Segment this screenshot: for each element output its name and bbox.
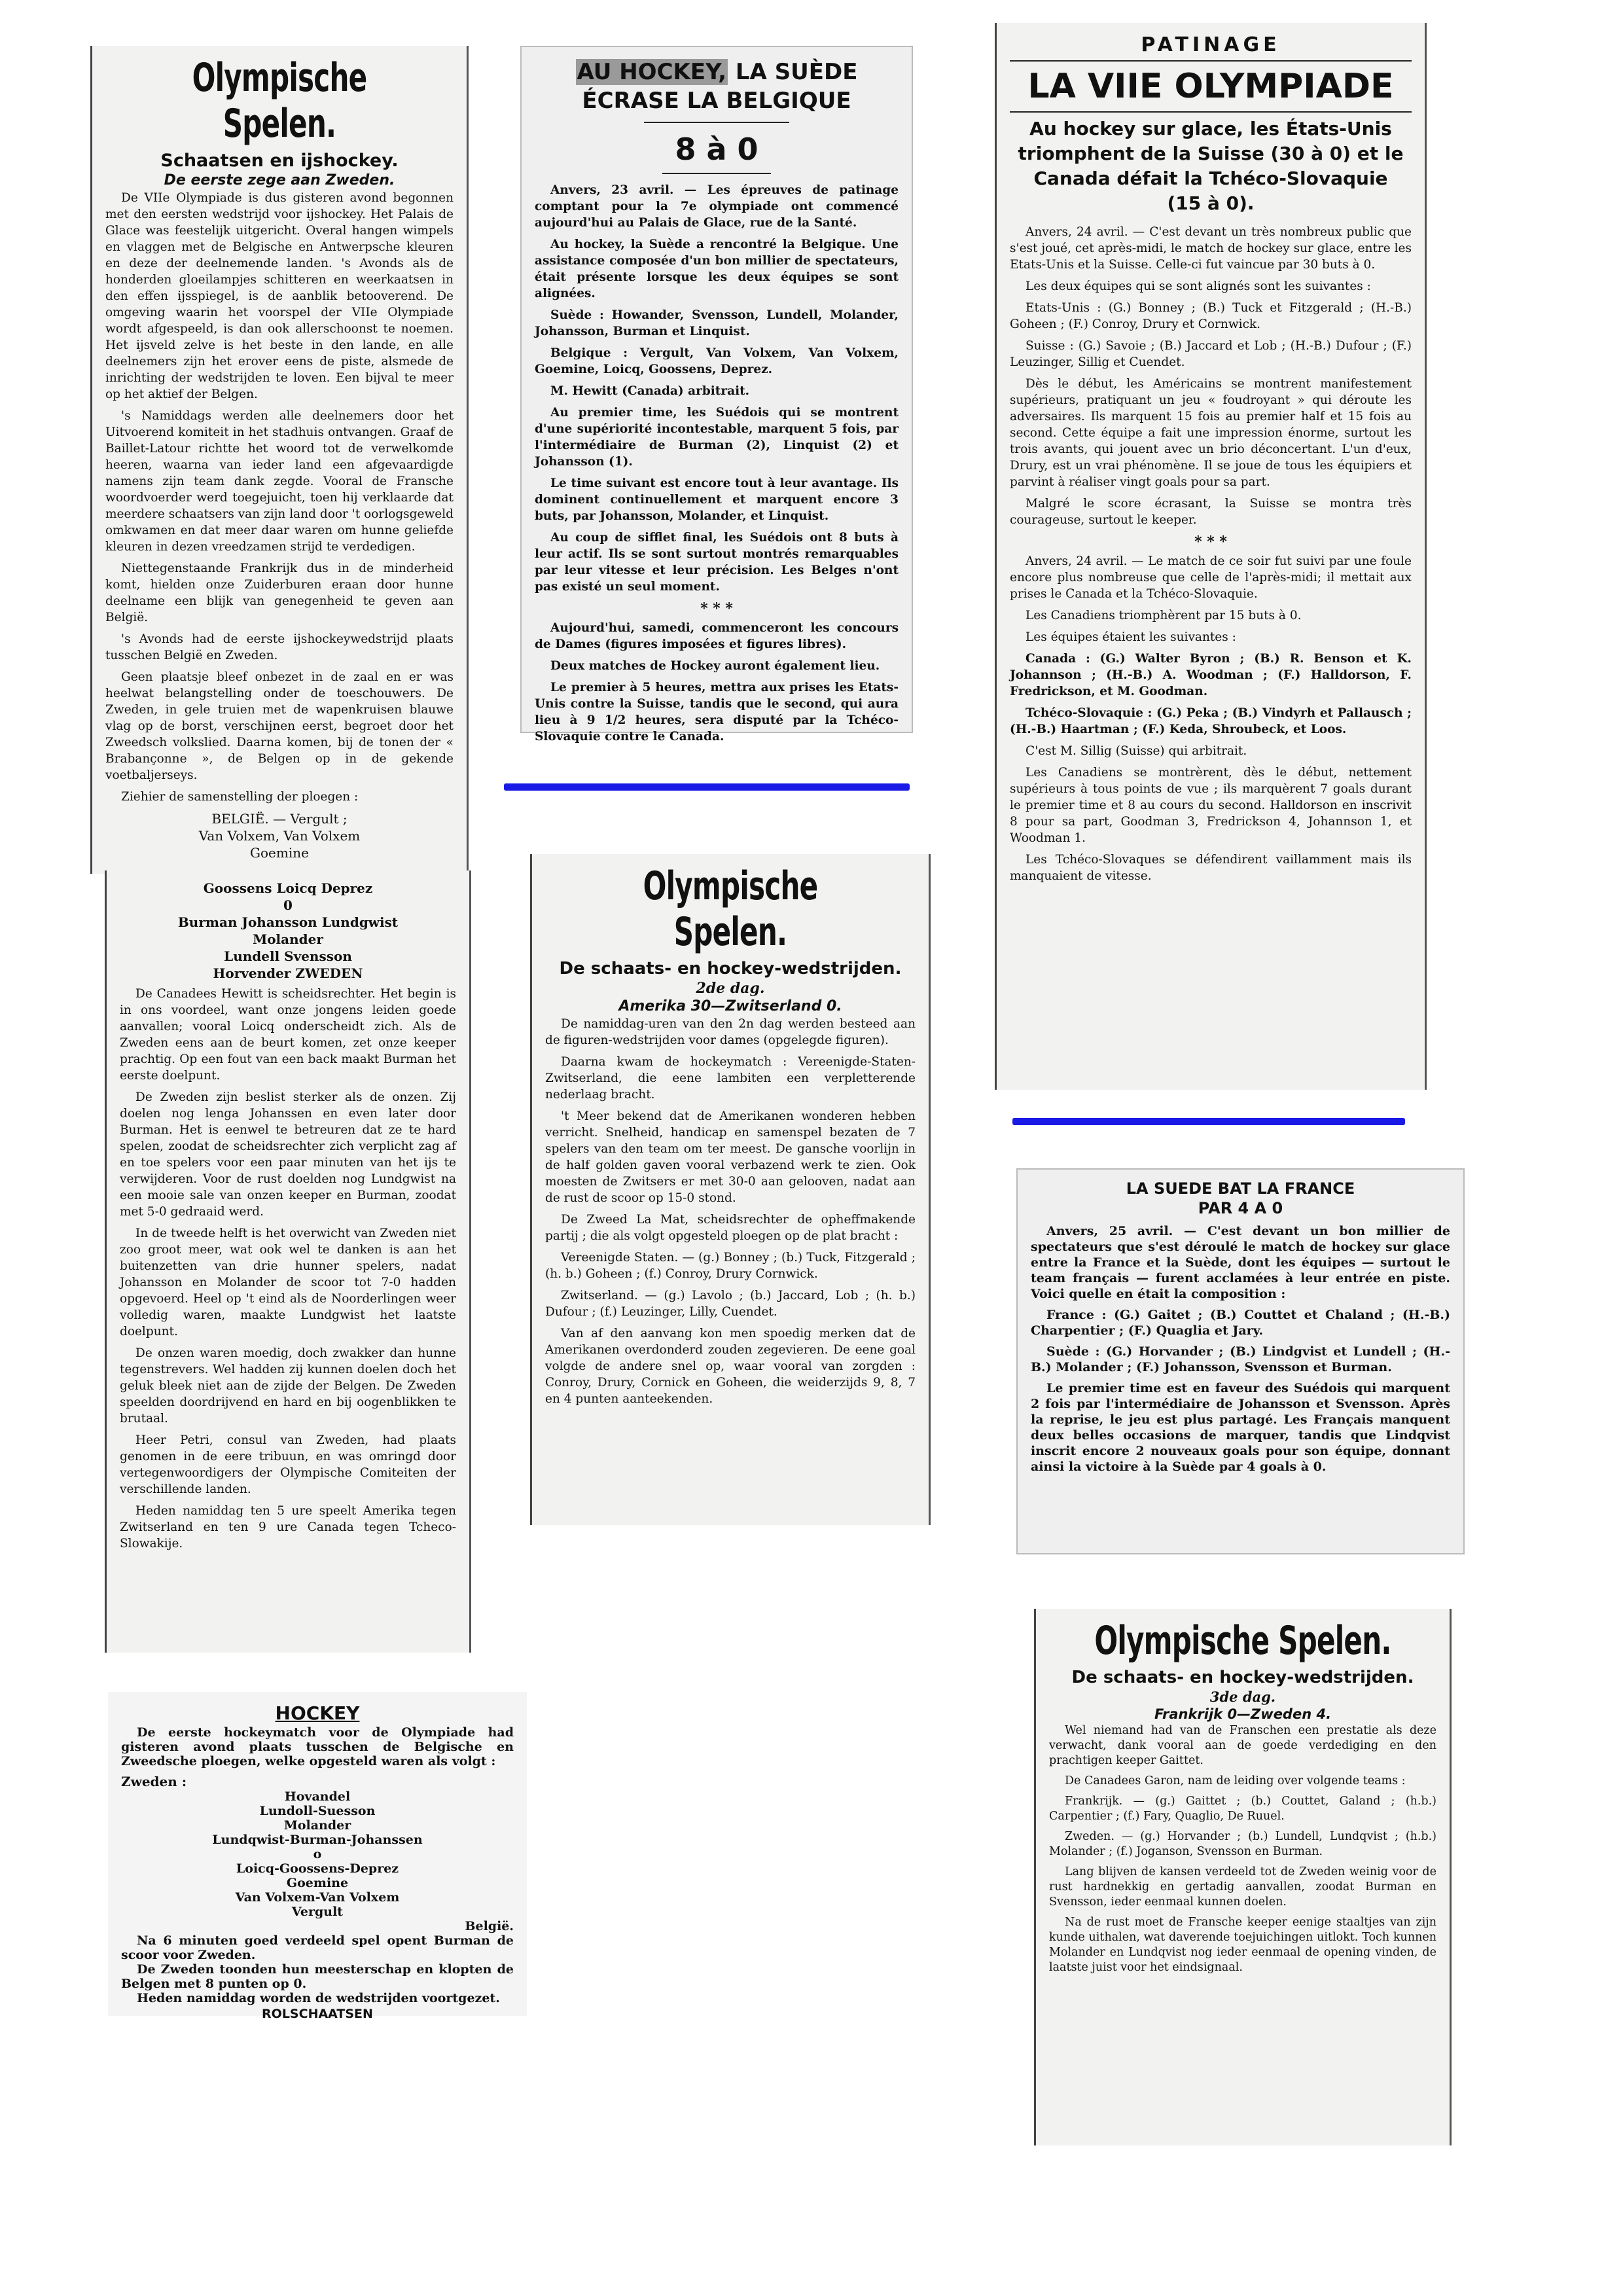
section-stars: * * * xyxy=(1194,533,1227,550)
article-score: Amerika 30—Zwitserland 0. xyxy=(618,998,842,1014)
article-subtitle-2: De eerste zege aan Zweden. xyxy=(164,172,395,188)
article-paragraph: De namiddag-uren van den 2n dag werden besteed aan de figuren-wedstrijden voor dames (opgelegde figuren). xyxy=(545,1017,916,1047)
lineup-line: 0 xyxy=(283,897,293,913)
article-intro: De eerste hockeymatch voor de Olympiade had gisteren avond plaats tusschen de Belgische en Zweedsche ploegen, welke opgesteld waren als volgt : xyxy=(121,1725,514,1768)
divider xyxy=(662,173,772,174)
article-paragraph: Frankrijk. — (g.) Gaittet ; (b.) Couttet, Galand ; (h.b.) Carpentier ; (f.) Fary, Quaglio, De Ruuel. xyxy=(1049,1795,1436,1823)
article-subtitle: Schaatsen en ijshockey. xyxy=(160,151,399,171)
article-paragraph: Dès le début, les Américains se montrent manifestement supérieurs, pratiquant un jeu « foudroyant » qui déroute les adversaires. Ils marquent 15 fois au premier half et 15 fois au second. Cette équipe a fait une impression énorme, surtout les trois avants, qui jouent avec un brio déconcertant. L'un d'eux, Drury, est un vrai phénomène. Il se joue de tous les équipiers et parvint à réaliser vingt goals pour sa part. xyxy=(1010,377,1412,489)
article-paragraph: Tchéco-Slovaquie : (G.) Peka ; (B.) Vindyrh et Pallausch ; (H.-B.) Haartman ; (F.) Keda, Shroubeck, et Loos. xyxy=(1010,706,1412,736)
lineup-line: Molander xyxy=(283,1818,351,1833)
lineup-line: Lundell Svensson xyxy=(224,948,352,964)
article-paragraph: Le premier à 5 heures, mettra aux prises les Etats-Unis contre la Suisse, tandis que le second, qui aura lieu à 9 1/2 heures, sera disputé par la Tchéco-Slovaquie contre le Canada. xyxy=(535,681,899,744)
article-kicker: PATINAGE xyxy=(1141,33,1281,56)
article-paragraph: De Zweed La Mat, scheidsrechter de opheffmakende partij ; die als volgt opgesteld ploegen op de plat bracht : xyxy=(545,1213,916,1243)
article-paragraph: C'est M. Sillig (Suisse) qui arbitrait. xyxy=(1026,744,1247,758)
article-paragraph: Suède : (G.) Horvander ; (B.) Lindgvist et Lundell ; (H.-B.) Molander ; (F.) Johansson, Svensson et Burman. xyxy=(1031,1344,1450,1374)
article-paragraph: Na de rust moet de Fransche keeper eenige staaltjes van zijn kunde uithalen, wat daverende toejuichingen uitlokt. Toch kunnen Molander en Lundqvist nog ieder eenmaal de opening vinden, de laatste juist voor het eindsignaal. xyxy=(1049,1916,1436,1974)
article-title: LA VIIE OLYMPIADE xyxy=(1027,67,1394,106)
headline-text: LA SUÈDE ÉCRASE LA BELGIQUE xyxy=(582,59,858,114)
article-la-viie-olympiade xyxy=(995,23,1427,1090)
article-paragraph: 's Namiddags werden alle deelnemers door het Uitvoerend komiteit in het stadhuis ontvangen. Graaf de Baillet-Latour richtte het woord tot de verwelkomde heeren, waarna van ieder land een afgevaardigde namens zijn team dank zegde. Vooral de Fransche woordvoerder werd toegejuicht, toen hij verklaarde dat meerdere schaatsers van zijn land door 't oorlogsgeweld omkwamen en dat meer daar waren om hunne geliefde kleuren in dezen vreedzamen strijd te verdedigen. xyxy=(105,409,454,554)
lineup-line: Loicq-Goossens-Deprez xyxy=(236,1861,399,1876)
article-hockey-short xyxy=(108,1692,527,2021)
article-paragraph: De Canadees Hewitt is scheidsrechter. Het begin is in ons voordeel, want onze jongens leiden goede aanvallen; vooral Loicq onderscheidt zich. Als de Zweden eens aan de beurt komen, zet onze keeper prachtig. Op een fout van een back maakt Burman het eerste doelpunt. xyxy=(120,987,456,1083)
article-paragraph: Au premier time, les Suédois qui se montrent d'une supériorité incontestable, marquent 5 fois, par l'intermédiaire de Burman (2), Linquist (2) et Johansson (1). xyxy=(535,406,899,469)
article-paragraph: De Zweden zijn beslist sterker als de onzen. Zij doelen nog lenga Johanssen en even later door Burman. Het is eenwel te betreuren dat ze te hard spelen, zoodat de scheidsrechter zich verplicht zag af en toe spelers voor een paar minuten van het ijs te verwijderen. Voor de rust doelden nog Lundgwist na een mooie sale van onzen keeper en Burman, zoodat met 5-0 gedraaid werd. xyxy=(120,1090,456,1219)
article-paragraph: Heer Petri, consul van Zweden, had plaats genomen in de eere tribuun, en was omringd door vertegenwoordigers der Olympische Comiteiten der verschillende landen. xyxy=(120,1433,456,1496)
article-suede-ecrase-belgique xyxy=(520,46,913,744)
lineup-line: Burman Johansson Lundgwist xyxy=(177,914,399,930)
article-headline xyxy=(535,58,899,115)
article-paragraph: In de tweede helft is het overwicht van Zweden niet zoo groot meer, wat ook wel te danken is aan het buitenzetten van drie hunner spelers, nadat Johansson en Molander de scoor tot 7-0 hadden opgevoerd. Heel op 't eind als de Noorderlingen weer volledig waren, maakte Lundgwist het laatste doelpunt. xyxy=(120,1227,456,1338)
article-paragraph: Vereenigde Staten. — (g.) Bonney ; (b.) Tuck, Fitzgerald ; (h. b.) Goheen ; (f.) Conroy, Drury Cornwick. xyxy=(545,1251,916,1281)
lineup-line: Vergult xyxy=(291,1905,344,1919)
article-paragraph: M. Hewitt (Canada) arbitrait. xyxy=(550,384,750,398)
article-paragraph: De VIIe Olympiade is dus gisteren avond begonnen met den eersten wedstrijd voor ijshockey. Het Palais de Glace was feestelijk uitgericht. Overal hangen wimpels en vlaggen met de Belgische en Antwerpsche kleuren en deze der deelnemende landen. 's Avonds als de honderden gloeilampjes schitteren en weerkaatsen in den effen ijsspiegel, is de aanblik betooverend. De omgeving waarin het voorspel der VIIe Olympiade wordt afgespeeld, is dan ook allerschoonst te noemen. Het ijsveld zelve is het beste in den lande, en alle deelnemers zijn het erover eens de piste, alsmede de inrichting der wedstrijden te loven. Een bijval te meer op het aktief der Belgen. xyxy=(105,191,454,401)
section-stars: * * * xyxy=(700,600,733,617)
article-suede-bat-france xyxy=(1016,1168,1465,1554)
lineup-line: Molander xyxy=(253,931,323,947)
article-title: Olympische Spelen. xyxy=(192,55,367,147)
article-paragraph: Les deux équipes qui se sont alignés sont les suivantes : xyxy=(1026,279,1371,293)
article-paragraph: Niettegenstaande Frankrijk dus in de minderheid komt, hielden onze Zuiderburen eraan door hunne deelname een blijk van genegenheid te geven aan België. xyxy=(105,562,454,624)
article-paragraph: Malgré le score écrasant, la Suisse se montra très courageuse, surtout le keeper. xyxy=(1010,497,1412,527)
article-paragraph: Daarna kwam de hockeymatch : Vereenigde-Staten-Zwitserland, die eene lambiten een verpletterende nederlaag bracht. xyxy=(545,1055,916,1102)
article-paragraph: Les Canadiens se montrèrent, dès le début, nettement supérieurs à tous points de vue ; ils marquèrent 7 goals durant le premier time et 8 au cours du second. Halldorson en inscrivit 8 pour sa part, Goodman 3, Fredrickson 4, Johannson 1, et Woodman 1. xyxy=(1010,766,1412,845)
article-paragraph: Aujourd'hui, samedi, commenceront les concours de Dames (figures imposées et figures libres). xyxy=(535,621,899,651)
lineup-line: Lundqwist-Burman-Johanssen xyxy=(212,1833,423,1847)
article-title: Olympische Spelen. xyxy=(643,863,818,955)
article-subtitle: De schaats- en hockey-wedstrijden. xyxy=(1071,1668,1414,1687)
article-paragraph: Canada : (G.) Walter Byron ; (B.) R. Benson et K. Johannson ; (H.-B.) A. Woodman ; (F.) Halldorson, F. Fredrickson, et M. Goodman. xyxy=(1010,652,1412,698)
article-paragraph: Zweden. — (g.) Horvander ; (b.) Lundell, Lundqvist ; (h.b.) Molander ; (f.) Joganson, Svensson en Burman. xyxy=(1049,1830,1436,1858)
blue-separator xyxy=(1012,1118,1405,1125)
article-headline: LA SUEDE BAT LA FRANCE PAR 4 A 0 xyxy=(1126,1179,1355,1217)
article-belgie-zweden-continued xyxy=(105,870,471,1653)
article-paragraph: Ziehier de samenstelling der ploegen : xyxy=(121,790,359,804)
article-paragraph: Suède : Howander, Svensson, Lundell, Molander, Johansson, Burman et Linquist. xyxy=(535,308,899,338)
article-paragraph: Zwitserland. — (g.) Lavolo ; (b.) Jaccard, Lob ; (h. b.) Dufour ; (f.) Leuzinger, Lilly, Cuendet. xyxy=(545,1289,916,1319)
lineup-line: Goemine xyxy=(286,1876,349,1890)
article-paragraph: Au coup de sifflet final, les Suédois ont 8 buts à leur actif. Ils se sont surtout montrés remarquables par leur vitesse et leur précision. Les Belges n'ont pas existé un seul moment. xyxy=(535,531,899,594)
divider xyxy=(1010,111,1412,113)
lineup-heading: Zweden : xyxy=(121,1774,187,1789)
article-paragraph: De Zweden toonden hun meesterschap en klopten de Belgen met 8 punten op 0. xyxy=(121,1962,514,1991)
article-olympische-spelen-schaatsen xyxy=(90,46,469,874)
article-paragraph: Heden namiddag worden de wedstrijden voortgezet. xyxy=(137,1991,500,2005)
headline-highlight: AU HOCKEY, xyxy=(577,59,727,85)
article-paragraph: Anvers, 25 avril. — C'est devant un bon millier de spectateurs que s'est déroulé le match de hockey sur glace entre la France et la Suède, dont les équipes — surtout le team français — furent acclamées à leur entrée en piste. Voici quelle en était la composition : xyxy=(1031,1224,1450,1301)
lineup-line: Goemine xyxy=(250,845,309,861)
article-paragraph: Le time suivant est encore tout à leur avantage. Ils dominent continuellement et marquent encore 3 buts, par Johansson, Molander, et Linquist. xyxy=(535,476,899,523)
article-dag: 2de dag. xyxy=(696,980,765,997)
lineup-line: Goossens Loicq Deprez xyxy=(203,880,373,896)
article-score: Frankrijk 0—Zweden 4. xyxy=(1154,1706,1332,1722)
article-paragraph: Na 6 minuten goed verdeeld spel opent Burman de scoor voor Zweden. xyxy=(121,1933,514,1962)
divider xyxy=(1010,60,1412,62)
blue-separator xyxy=(504,783,910,791)
article-title: Olympische Spelen. xyxy=(1094,1618,1391,1664)
cut-off-heading: ROLSCHAATSEN xyxy=(262,2007,373,2021)
article-paragraph: Deux matches de Hockey auront également lieu. xyxy=(550,659,880,673)
article-dag: 3de dag. xyxy=(1209,1689,1276,1705)
lineup-line: BELGIË. — Vergult ; xyxy=(211,811,348,827)
article-paragraph: Geen plaatsje bleef onbezet in de zaal en er was heelwat belangstelling onder de toeschouwers. De Zweden, in gele truien met de wapenkruisen blauwe vlag op de borst, verschijnen eerst, begroet door het Zweedsch volkslied. Daarna komen, bij de tonen der « Brabançonne », de Belgen op in de gekende voetbaljerseys. xyxy=(105,670,454,782)
lineup-line: Horvender ZWEDEN xyxy=(213,965,363,981)
lineup-heading: België. xyxy=(465,1919,514,1933)
article-paragraph: Van af den aanvang kon men spoedig merken dat de Amerikanen overdonderd zouden zegevieren. De eene goal volgde de andere snel op, waar vooral van zorgden : Conroy, Drury, Cornick en Goheen, die weiderzijds 9, 8, 7 en 4 punten aanteekenden. xyxy=(545,1327,916,1406)
article-title: HOCKEY xyxy=(275,1702,360,1724)
lineup-line: Van Volxem, Van Volxem xyxy=(198,828,361,844)
article-paragraph: 't Meer bekend dat de Amerikanen wonderen hebben verricht. Snelheid, handicap en samenspel bezaten de 7 spelers van den team om ter meest. De gansche voorlijn in de half golden gaven vooral verbazend werk te zien. Ook moesten de Zwitsers er met 30-0 aan gelooven, nadat aan de rust de scoor op 15-0 stond. xyxy=(545,1109,916,1205)
article-paragraph: Heden namiddag ten 5 ure speelt Amerika tegen Zwitserland en ten 9 ure Canada tegen Tcheco-Slowakije. xyxy=(120,1504,456,1551)
divider xyxy=(644,122,789,123)
article-olympische-spelen-3de-dag xyxy=(1034,1609,1452,2145)
article-paragraph: Les Canadiens triomphèrent par 15 buts à 0. xyxy=(1026,609,1302,622)
article-paragraph: Etats-Unis : (G.) Bonney ; (B.) Tuck et Fitzgerald ; (H.-B.) Goheen ; (F.) Conroy, Drury et Cornwick. xyxy=(1010,301,1412,331)
article-paragraph: Les Tchéco-Slovaques se défendirent vaillamment mais ils manquaient de vitesse. xyxy=(1010,853,1412,883)
lineup-line: o xyxy=(313,1847,322,1861)
article-paragraph: Anvers, 23 avril. — Les épreuves de patinage comptant pour la 7e olympiade ont commencé aujourd'hui au Palais de Glace, rue de la Santé. xyxy=(535,183,899,230)
article-paragraph: Anvers, 24 avril. — C'est devant un très nombreux public que s'est joué, cet après-midi, le match de hockey sur glace, entre les Etats-Unis et la Suisse. Celle-ci fut vaincue par 30 buts à 0. xyxy=(1010,225,1412,272)
article-paragraph: De onzen waren moedig, doch zwakker dan hunne tegenstrevers. Wel hadden zij kunnen doelen doch het geluk bleek niet aan de zijde der Belgen. De Zweden speelden doordrijvend en hard en bij oogenblikken te brutaal. xyxy=(120,1346,456,1426)
article-paragraph: Belgique : Vergult, Van Volxem, Van Volxem, Goemine, Loicq, Goossens, Deprez. xyxy=(535,346,899,376)
lineup-line: Hovandel xyxy=(284,1789,351,1804)
article-deck: Au hockey sur glace, les États-Unis triomphent de la Suisse (30 à 0) et le Canada défait la Tchéco-Slovaquie (15 à 0). xyxy=(1018,118,1404,214)
article-paragraph: Le premier time est en faveur des Suédois qui marquent 2 fois par l'intermédiaire de Johansson et Svensson. Après la reprise, le jeu est plus partagé. Les Français manquent deux belles occasions de marquer, tandis que Lindqvist inscrit encore 2 nouveaux goals pour son équipe, donnant ainsi la victoire à la Suède par 4 goals à 0. xyxy=(1031,1381,1450,1474)
lineup-line: Van Volxem-Van Volxem xyxy=(235,1890,400,1905)
lineup-line: Lundoll-Suesson xyxy=(259,1804,376,1818)
article-paragraph: Wel niemand had van de Franschen een prestatie als deze verwacht, dank vooral aan de goede verdediging en den prachtigen keeper Gaittet. xyxy=(1049,1724,1436,1767)
article-subtitle: De schaats- en hockey-wedstrijden. xyxy=(559,959,902,978)
article-paragraph: Au hockey, la Suède a rencontré la Belgique. Une assistance composée d'un bon millier de spectateurs, était présente lorsque les deux équipes se sont alignées. xyxy=(535,238,899,300)
article-olympische-spelen-2de-dag xyxy=(530,854,931,1525)
article-score: 8 à 0 xyxy=(675,132,758,167)
article-paragraph: Les équipes étaient les suivantes : xyxy=(1026,630,1236,644)
article-paragraph: 's Avonds had de eerste ijshockeywedstrijd plaats tusschen België en Zweden. xyxy=(105,632,454,662)
article-paragraph: Anvers, 24 avril. — Le match de ce soir fut suivi par une foule encore plus nombreuse que celle de l'après-midi; il mettait aux prises le Canada et la Tchéco-Slovaquie. xyxy=(1010,554,1412,601)
article-paragraph: France : (G.) Gaitet ; (B.) Couttet et Chaland ; (H.-B.) Charpentier ; (F.) Quaglia et Jary. xyxy=(1031,1308,1450,1338)
article-paragraph: Suisse : (G.) Savoie ; (B.) Jaccard et Lob ; (H.-B.) Dufour ; (F.) Leuzinger, Sillig et Cuendet. xyxy=(1010,339,1412,369)
article-paragraph: Lang blijven de kansen verdeeld tot de Zweden weinig voor de rust hardnekkig en gertadig aanvallen, zoodat Burman en Svensson, ieder eenmaal kunnen doelen. xyxy=(1049,1865,1436,1909)
article-paragraph: De Canadees Garon, nam de leiding over volgende teams : xyxy=(1065,1774,1406,1787)
